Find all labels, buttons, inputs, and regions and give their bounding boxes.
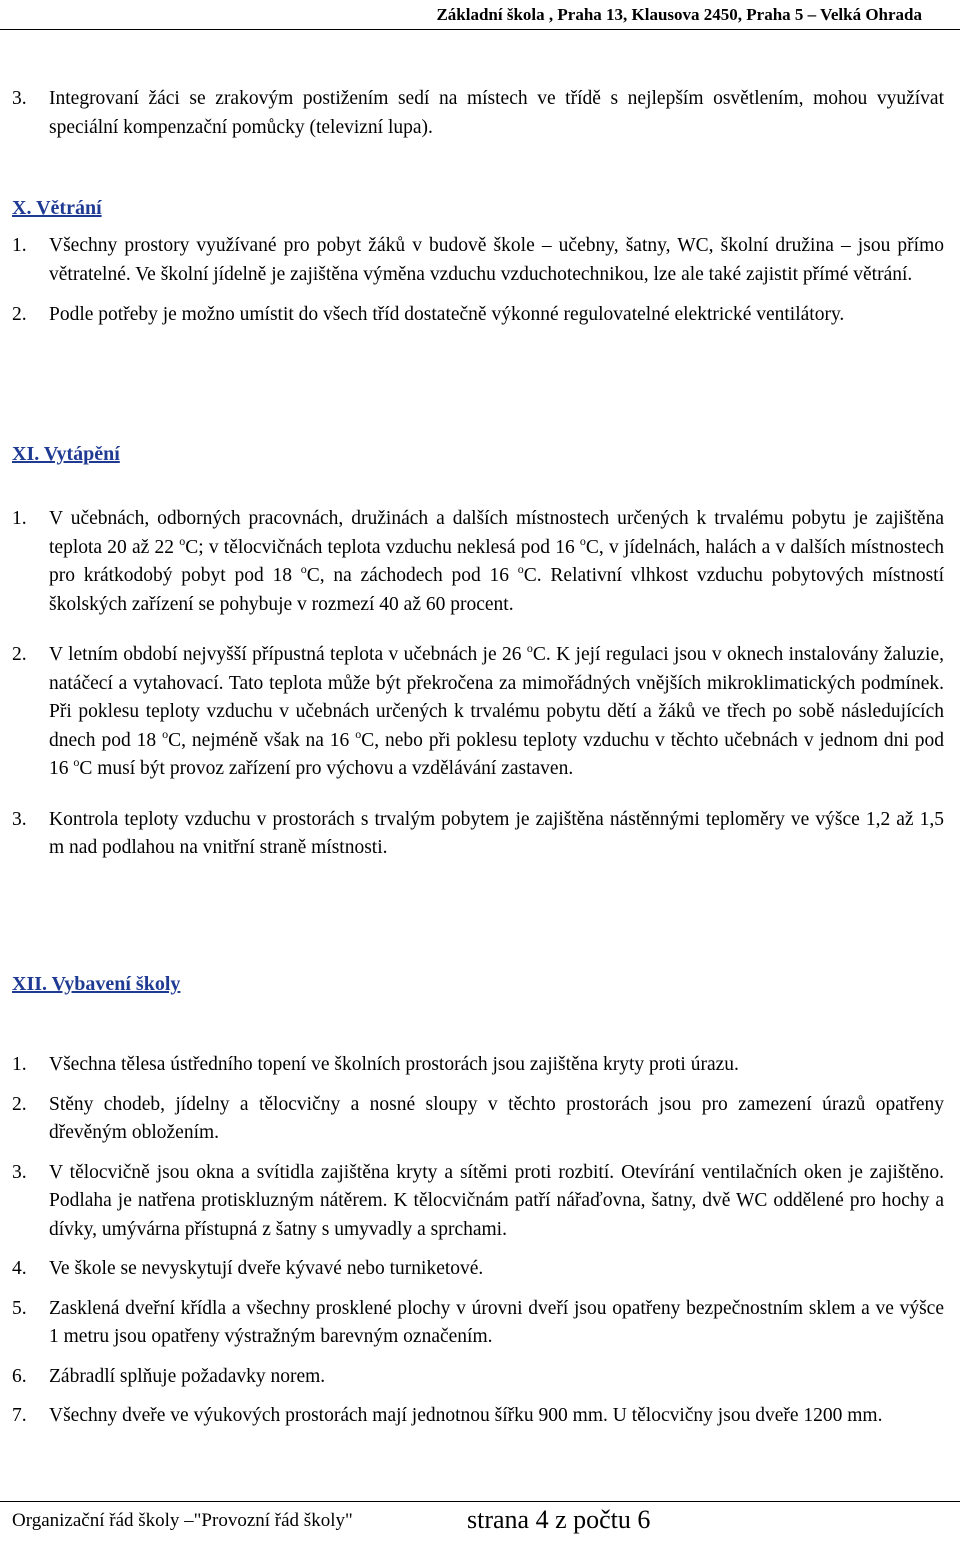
section-heading-vybaveni: XII. Vybavení školy xyxy=(12,973,181,995)
list-item xyxy=(12,1295,944,1352)
vetrani-list xyxy=(12,232,944,330)
item-text: V letním období nejvyšší přípustná teplota v učebnách je 26 $^o$C. K její regulaci jsou v oknech instalovány žaluzie, natáčecí a vytahovací. Tato teplota může být překročena za mimořádných vnějších mikroklimatických podmínek. Při poklesu teploty vzduchu v učebnách určených k trvalému pobytu dětí a žáků ve třech po sobě následujících dnech pod 18 $^o$C, nejméně však na 16 $^o$C, nebo při poklesu teploty vzduchu v těchto učebnách v jednom dni pod 16 $^o$C musí být provoz zařízení pro výchovu a vzdělávání zastaven. xyxy=(49,641,944,779)
page-header xyxy=(0,0,960,30)
item-text: Integrovaní žáci se zrakovým postižením sedí na místech ve třídě s nejlepším osvětlením, mohou využívat speciální kompenzační pomůcky (televizní lupa). xyxy=(49,88,944,138)
list-item xyxy=(12,641,944,784)
list-item xyxy=(12,505,944,619)
item-number: 3. xyxy=(12,808,27,830)
page-number: strana 4 z počtu 6 xyxy=(467,1505,651,1534)
list-item xyxy=(12,1363,944,1392)
item-number: 1. xyxy=(12,235,27,256)
item-number: 1. xyxy=(12,1054,27,1075)
list-item xyxy=(12,1159,944,1245)
list-item xyxy=(12,1091,944,1148)
school-address: Základní škola , Praha 13, Klausova 2450, Praha 5 – Velká Ohrada xyxy=(436,5,922,24)
item-text: V učebnách, odborných pracovnách, družinách a dalších místnostech určených k trvalému pobytu je zajištěna teplota 20 až 22 $^o$C; v tělocvičnách teplota vzduchu neklesá pod 16 $^o$C, v jídelnách, halách a v dalších místnostech pro krátkodobý pobyt pod 18 $^o$C, na záchodech pod 16 $^o$C. Relativní vlhkost vzduchu pobytových místností školských zařízení se pohybuje v rozmezí 40 až 60 procent. xyxy=(49,508,945,615)
item-text: Zábradlí splňuje požadavky norem. xyxy=(49,1365,326,1387)
list-item xyxy=(12,85,944,142)
item-number: 2. xyxy=(12,644,27,665)
document-title: Organizační řád školy –"Provozní řád školy" xyxy=(12,1510,353,1531)
vytapeni-list xyxy=(12,505,944,863)
vybaveni-list xyxy=(12,1051,944,1431)
item-text: Všechny dveře ve výukových prostorách mají jednotnou šířku 900 mm. U tělocvičny jsou dveře 1200 mm. xyxy=(49,1405,883,1426)
item-text: Ve škole se nevyskytují dveře kývavé nebo turniketové. xyxy=(49,1258,484,1279)
item-number: 2. xyxy=(12,1093,27,1115)
item-text: Zasklená dveřní křídla a všechny prosklené plochy v úrovni dveří jsou opatřeny bezpečnostním sklem a ve výšce 1 metru jsou opatřeny výstražným barevným označením. xyxy=(49,1297,944,1347)
item-text: Všechny prostory využívané pro pobyt žáků v budově škole – učebny, šatny, WC, školní družina – jsou přímo větratelné. Ve školní jídelně je zajištěna výměna vzduchu vzduchotechnikou, lze ale také zajistit přímé větrání. xyxy=(49,235,944,285)
item-text: Stěny chodeb, jídelny a tělocvičny a nosné sloupy v těchto prostorách jsou pro zamezení úrazů opatřeny dřevěným obložením. xyxy=(49,1093,944,1143)
degree-sign: o xyxy=(355,726,362,741)
item-text: V tělocvičně jsou okna a svítidla zajištěna kryty a sítěmi proti rozbití. Otevírání ventilačních oken je zajištěno. Podlaha je natřena protiskluzným nátěrem. K tělocvičnám patří nářaďovna, šatny, dvě WC oddělené pro hochy a dívky, umývárna přístupná z šatny s umyvadly a sprchami. xyxy=(49,1161,944,1240)
item-number: 4. xyxy=(12,1258,27,1279)
item-number: 7. xyxy=(12,1405,27,1426)
degree-sign: o xyxy=(73,755,80,769)
section-heading-vytapeni: XI. Vytápění xyxy=(12,443,120,465)
item-number: 3. xyxy=(12,88,27,109)
item-text: Podle potřeby je možno umístit do všech tříd dostatečně výkonné regulovatelné elektrické ventilátory. xyxy=(49,304,845,325)
item-number: 5. xyxy=(12,1297,27,1319)
section-heading-vetrani: X. Větrání xyxy=(12,197,102,219)
degree-sign: o xyxy=(179,533,186,548)
list-item xyxy=(12,1051,944,1080)
page-footer xyxy=(0,1501,960,1541)
item-number: 3. xyxy=(12,1161,27,1183)
item-number: 1. xyxy=(12,508,27,529)
degree-sign: o xyxy=(579,533,586,548)
list-item xyxy=(12,301,944,330)
list-item xyxy=(12,1402,944,1431)
item-text: Všechna tělesa ústředního topení ve školních prostorách jsou zajištěna kryty proti úrazu. xyxy=(49,1054,739,1075)
degree-sign: o xyxy=(517,562,524,576)
item-number: 6. xyxy=(12,1365,27,1387)
intro-list xyxy=(12,85,944,142)
degree-sign: o xyxy=(526,641,533,655)
list-item xyxy=(12,232,944,289)
degree-sign: o xyxy=(162,726,169,741)
list-item xyxy=(12,1255,944,1284)
degree-sign: o xyxy=(300,562,307,576)
list-item xyxy=(12,806,944,863)
item-number: 2. xyxy=(12,304,27,325)
item-text: Kontrola teploty vzduchu v prostorách s trvalým pobytem je zajištěna nástěnnými teploměry ve výšce 1,2 až 1,5 m nad podlahou na vnitřní straně místnosti. xyxy=(49,808,944,858)
